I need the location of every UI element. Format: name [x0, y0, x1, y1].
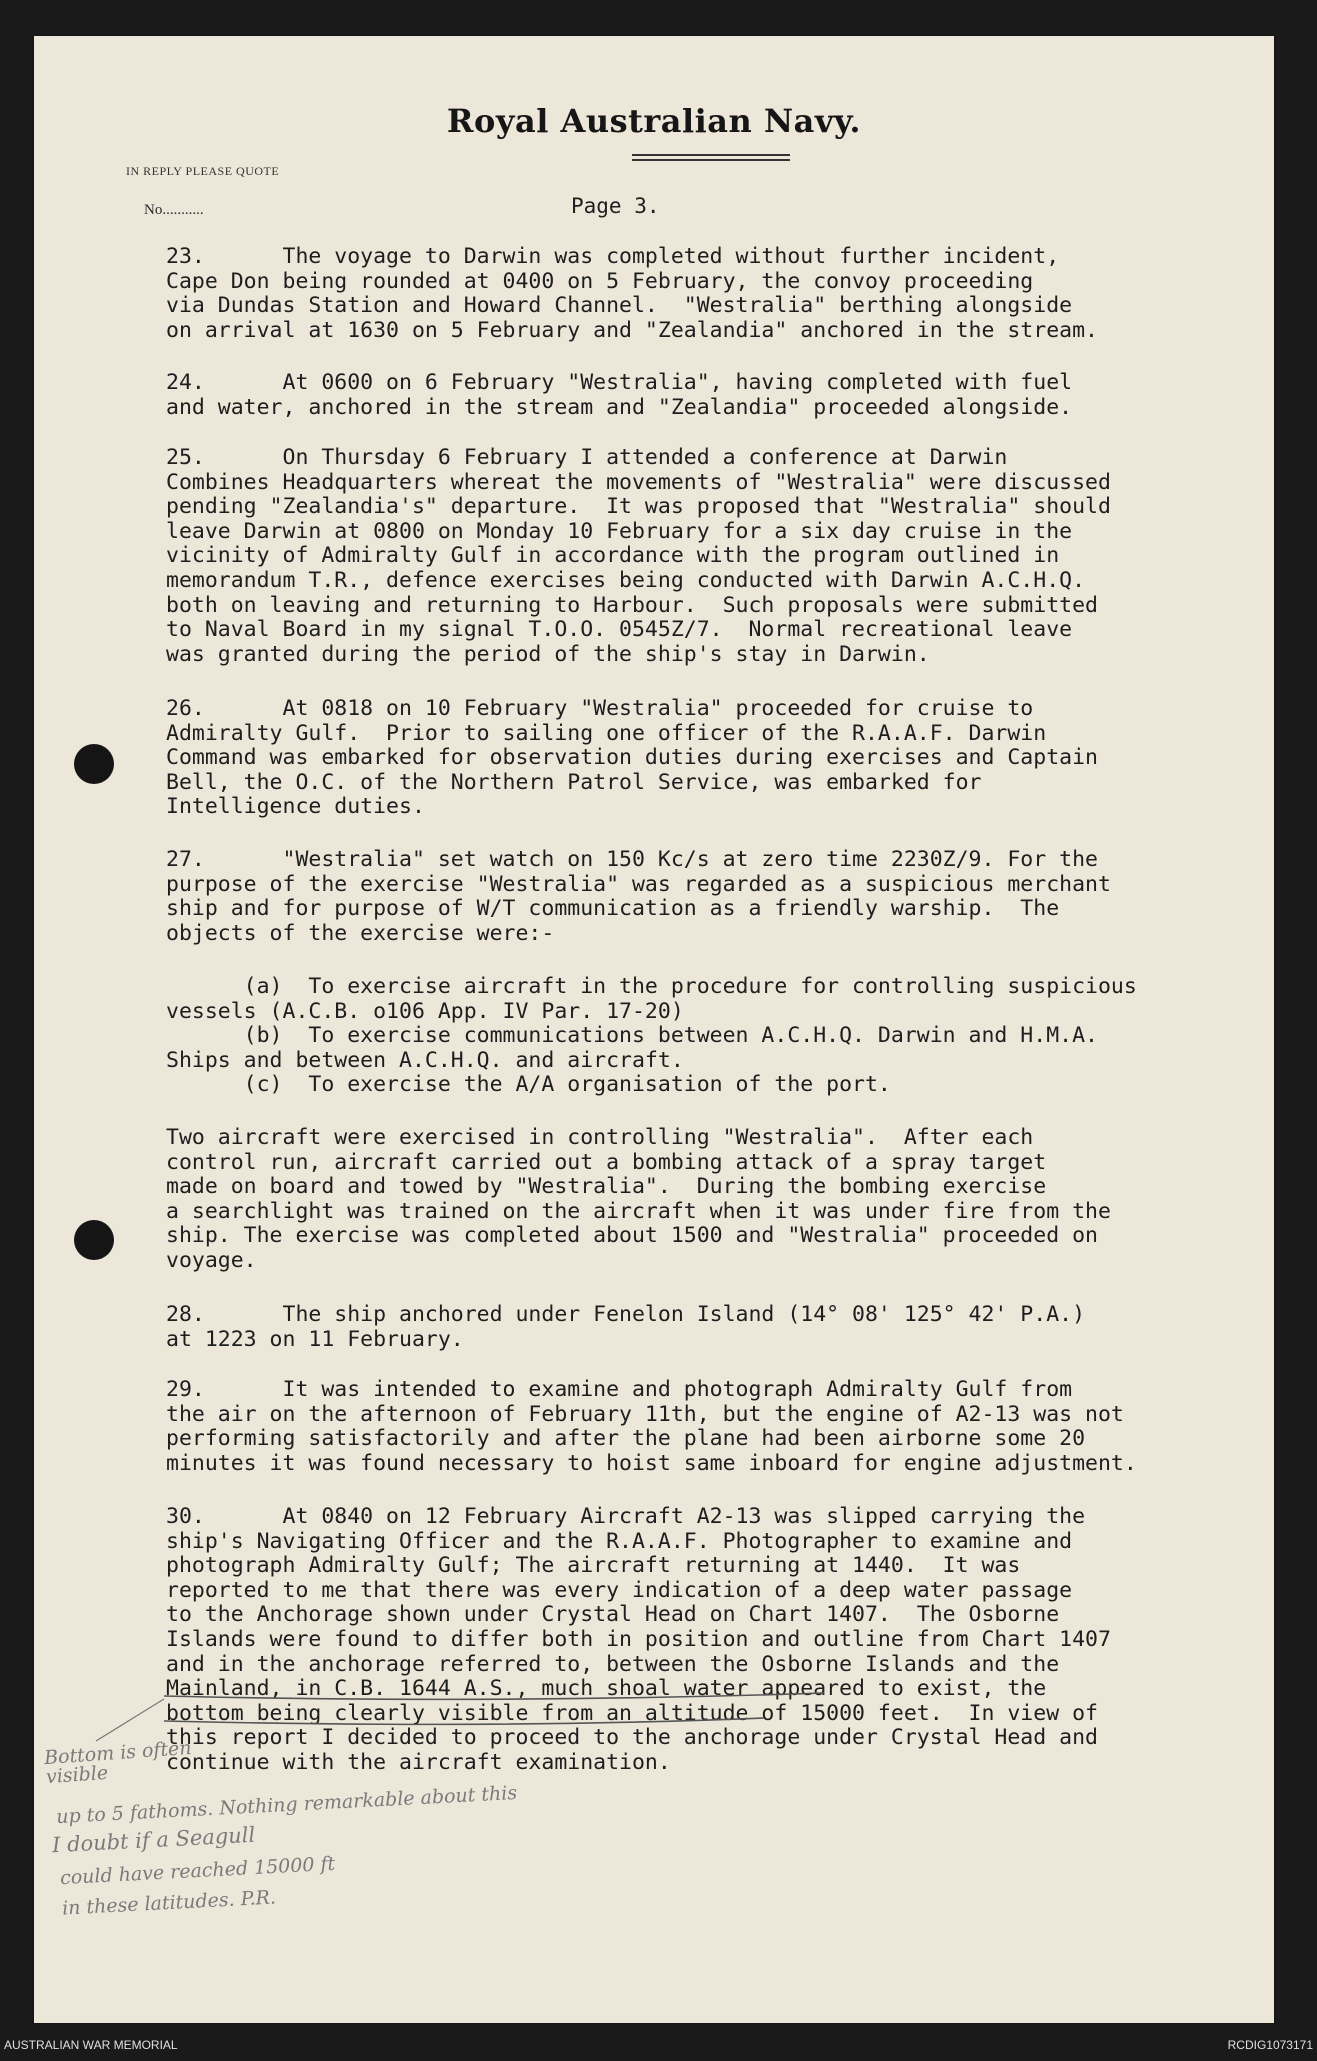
paragraph-27-continued: Two aircraft were exercised in controlling "Westralia". After each control run, aircraft carried out a bombing attack of a spray target made on board and towed by "Westralia". During the bombing exercise a searchlight was trained on the aircraft when it was under fire from the ship. The exercise was completed about 1500 and "Westralia" proceeded on voyage. [166, 1125, 1111, 1273]
handwritten-note-line-6: in these latitudes. P.R. [61, 1886, 277, 1920]
annotation-pointer-line [96, 1699, 164, 1741]
paragraph-24: 24. At 0600 on 6 February "Westralia", having completed with fuel and water, anchored in the stream and "Zealandia" proceeded alongside. [166, 370, 1073, 420]
handwritten-note-line-2: visible [45, 1761, 109, 1789]
paragraph-29: 29. It was intended to examine and photograph Admiralty Gulf from the air on the afternoon of February 11th, but the engine of A2-13 was not performing satisfactorily and after the plane had been airborne some 20 minutes it was found necessary to hoist same inboard for engine adjustment. [166, 1377, 1137, 1476]
handwritten-note-line-4: I doubt if a Seagull [51, 1822, 256, 1858]
page-number: Page 3. [571, 194, 660, 218]
paragraph-30: 30. At 0840 on 12 February Aircraft A2-13 was slipped carrying the ship's Navigating Officer and the R.A.A.F. Photographer to examine and photograph Admiralty Gulf; The aircraft returning at 1440. It was reported to me that there was every indication of a deep water passage to the Anchorage shown under Crystal Head on Chart 1407. The Osborne Islands were found to differ both in position and outline from Chart 1407 and in the anchorage referred to, between the Osborne Islands and the Mainland, in C.B. 1644 A.S., much shoal water appeared to exist, the bottom being clearly visible from an altitude of 15000 feet. In view of this report I decided to proceed to the anchorage under Crystal Head and continue with the aircraft examination. [166, 1504, 1111, 1775]
underline-bottom-visible [164, 1718, 764, 1724]
paragraph-27-objects: (a) To exercise aircraft in the procedure for controlling suspicious vessels (A.C.B. o106 App. IV Par. 17-20) (b) To exercise communications between A.C.H.Q. Darwin and H.M.A. Ships and between A.C.H.Q. and aircraft. (c) To exercise the A/A organisation of the port. [166, 974, 1137, 1098]
reply-note: IN REPLY PLEASE QUOTE [126, 164, 280, 178]
handwritten-note-line-1: Bottom is often [43, 1736, 193, 1770]
handwritten-note-line-3: up to 5 fathoms. Nothing remarkable about this [55, 1781, 518, 1829]
reference-number: No........... [144, 202, 204, 218]
paragraph-25: 25. On Thursday 6 February I attended a conference at Darwin Combines Headquarters whereat the movements of "Westralia" were discussed pending "Zealandia's" departure. It was proposed that "Westralia" should leave Darwin at 0800 on Monday 10 February for a six day cruise in the vicinity of Admiralty Gulf in accordance with the program outlined in memorandum T.R., defence exercises being conducted with Darwin A.C.H.Q. both on leaving and returning to Harbour. Such proposals were submitted to Naval Board in my signal T.O.O. 0545Z/7. Normal recreational leave was granted during the period of the ship's stay in Darwin. [166, 445, 1111, 667]
document-page [34, 36, 1274, 2023]
handwritten-note-line-5: could have reached 15000 ft [59, 1852, 336, 1890]
footer-id: RCDIG1073171 [1227, 2038, 1313, 2052]
footer-source: AUSTRALIAN WAR MEMORIAL [4, 2038, 178, 2052]
letterhead-title: Royal Australian Navy. [446, 102, 862, 140]
paragraph-27: 27. "Westralia" set watch on 150 Kc/s at zero time 2230Z/9. For the purpose of the exercise "Westralia" was regarded as a suspicious merchant ship and for purpose of W/T communication as a friendly warship. The objects of the exercise were:- [166, 847, 1111, 946]
underline-shoal-water [164, 1693, 824, 1699]
pencil-marks [34, 36, 1274, 2023]
paragraph-26: 26. At 0818 on 10 February "Westralia" proceeded for cruise to Admiralty Gulf. Prior to sailing one officer of the R.A.A.F. Darwin Command was embarked for observation duties during exercises and Captain Bell, the O.C. of the Northern Patrol Service, was embarked for Intelligence duties. [166, 696, 1098, 820]
paragraph-23: 23. The voyage to Darwin was completed without further incident, Cape Don being rounded at 0400 on 5 February, the convoy proceeding via Dundas Station and Howard Channel. "Westralia" berthing alongside on arrival at 1630 on 5 February and "Zealandia" anchored in the stream. [166, 244, 1098, 343]
paragraph-28: 28. The ship anchored under Fenelon Island (14° 08' 125° 42' P.A.) at 1223 on 11 February. [166, 1302, 1086, 1352]
